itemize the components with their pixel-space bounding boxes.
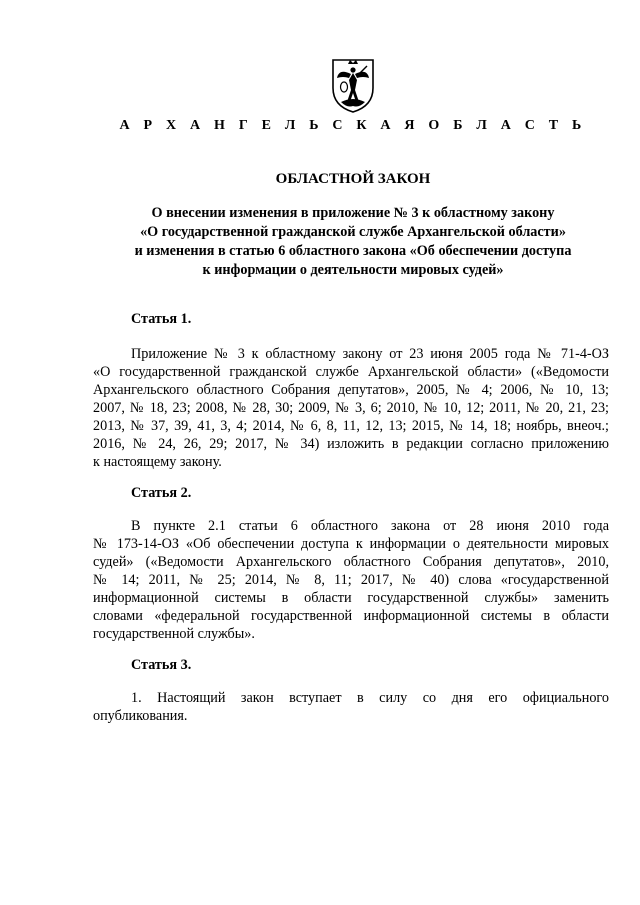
- article-1-body: [93, 345, 609, 471]
- article-2-heading: Статья 2.: [131, 485, 192, 501]
- law-title: [88, 204, 618, 280]
- article-2-line: № 14; 2011, № 25; 2014, № 8, 11; 2017, № 40) слова «государственной: [93, 572, 609, 588]
- article-2-body: [93, 517, 609, 643]
- article-3-body: [93, 689, 609, 725]
- article-3-line: 1. Настоящий закон вступает в силу со дня его официального: [131, 690, 609, 706]
- coat-of-arms-icon: [329, 58, 377, 114]
- article-1-heading: Статья 1.: [131, 311, 192, 327]
- law-title-line: и изменения в статью 6 областного закона «Об обеспечении доступа: [134, 243, 572, 259]
- article-2-line: В пункте 2.1 статьи 6 областного закона от 28 июня 2010 года: [131, 518, 609, 534]
- article-1-line: 2007, № 18, 23; 2008, № 28, 30; 2009, № 3, 6; 2010, № 10, 12; 2011, № 20, 21, 23;: [93, 400, 609, 416]
- article-1-line: Архангельского областного Собрания депутатов», 2005, № 4; 2006, № 10, 13;: [93, 382, 609, 398]
- article-3-heading: Статья 3.: [131, 657, 192, 673]
- article-1-line: «О государственной гражданской службе Архангельской области» («Ведомости: [93, 364, 609, 380]
- article-2-line: словами «федеральной государственной информационной системы в области: [93, 608, 609, 624]
- law-type-heading: ОБЛАСТНОЙ ЗАКОН: [275, 171, 431, 187]
- article-1-line: Приложение № 3 к областному закону от 23 июня 2005 года № 71-4-ОЗ: [131, 346, 609, 362]
- article-2-line: судей» («Ведомости Архангельского областного Собрания депутатов», 2010,: [93, 554, 609, 570]
- article-2-line: № 173-14-ОЗ «Об обеспечении доступа к информации о деятельности мировых: [93, 536, 609, 552]
- article-1-line: 2013, № 37, 39, 41, 3, 4; 2014, № 6, 8, 11, 12, 13; 2015, № 14, 18; ноябрь, внеоч.;: [93, 418, 609, 434]
- law-title-line: О внесении изменения в приложение № 3 к областному закону: [151, 205, 555, 221]
- region-name: А Р Х А Н Г Е Л Ь С К А Я О Б Л А С Т Ь: [119, 118, 587, 133]
- article-2-line: информационной системы в области государственной службы» заменить: [93, 590, 609, 606]
- article-1-line: 2016, № 24, 26, 29; 2017, № 34) изложить в редакции согласно приложению: [93, 436, 609, 452]
- article-3-line: опубликования.: [93, 708, 188, 724]
- law-title-line: «О государственной гражданской службе Архангельской области»: [140, 224, 566, 240]
- article-1-line: к настоящему закону.: [93, 454, 222, 470]
- law-title-line: к информации о деятельности мировых судей»: [202, 262, 504, 278]
- article-2-line: государственной службы».: [93, 626, 255, 642]
